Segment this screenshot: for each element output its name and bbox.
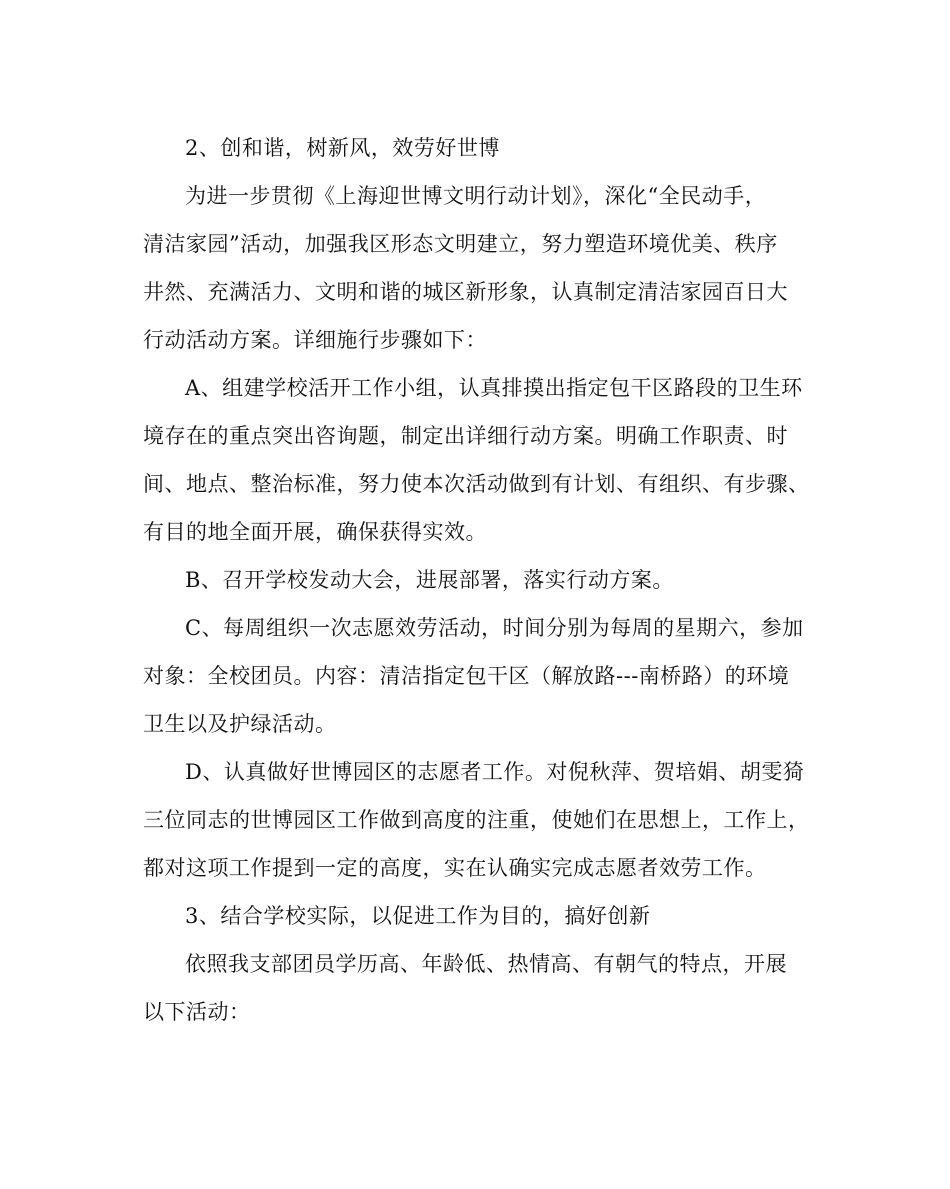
- text-line: A、组建学校活开工作小组，认真排摸出指定包干区路段的卫生环: [185, 376, 803, 400]
- paragraph-intro: [143, 172, 808, 364]
- paragraph-b: [143, 556, 808, 604]
- text-line: C、每周组织一次志愿效劳活动，时间分别为每周的星期六，参加: [185, 616, 804, 640]
- text-line: 依照我支部团员学历高、年龄低、热情高、有朝气的特点，开展: [185, 952, 787, 976]
- text-line: D、认真做好世博园区的志愿者工作。对倪秋萍、贺培娟、胡雯猗: [185, 760, 805, 784]
- paragraph-a: [143, 364, 808, 556]
- text-line: 间、地点、整治标准，努力使本次活动做到有计划、有组织、有步骤、: [143, 472, 810, 496]
- text-line: 以下活动：: [143, 1000, 251, 1024]
- section-heading-2: [143, 124, 808, 172]
- text-line: 对象：全校团员。内容：清洁指定包干区（解放路---南桥路）的环境: [143, 664, 790, 688]
- paragraph-d: [143, 748, 808, 892]
- text-line: 清洁家园”活动，加强我区形态文明建立，努力塑造环境优美、秩序: [143, 232, 778, 256]
- text-line: B、召开学校发动大会，进展部署，落实行动方案。: [185, 568, 674, 592]
- paragraph-c: [143, 604, 808, 748]
- text-line: 境存在的重点突出咨询题，制定出详细行动方案。明确工作职责、时: [143, 424, 788, 448]
- text-line: 3、结合学校实际，以促进工作为目的，搞好创新: [185, 904, 651, 928]
- text-line: 为进一步贯彻《上海迎世博文明行动计划》，深化“全民动手，: [185, 184, 767, 208]
- paragraph-activities: [143, 940, 808, 1036]
- text-line: 行动活动方案。详细施行步骤如下：: [143, 328, 487, 352]
- text-line: 三位同志的世博园区工作做到高度的注重，使她们在思想上，工作上，: [143, 808, 810, 832]
- text-line: 卫生以及护绿活动。: [143, 712, 337, 736]
- text-line: 有目的地全面开展，确保获得实效。: [143, 520, 487, 544]
- text-line: 井然、充满活力、文明和谐的城区新形象，认真制定清洁家园百日大: [143, 280, 788, 304]
- document-body: [143, 124, 808, 1036]
- section-heading-3: [143, 892, 808, 940]
- text-line: 都对这项工作提到一定的高度，实在认确实完成志愿者效劳工作。: [143, 856, 767, 880]
- text-line: 2、创和谐，树新风，效劳好世博: [185, 136, 500, 160]
